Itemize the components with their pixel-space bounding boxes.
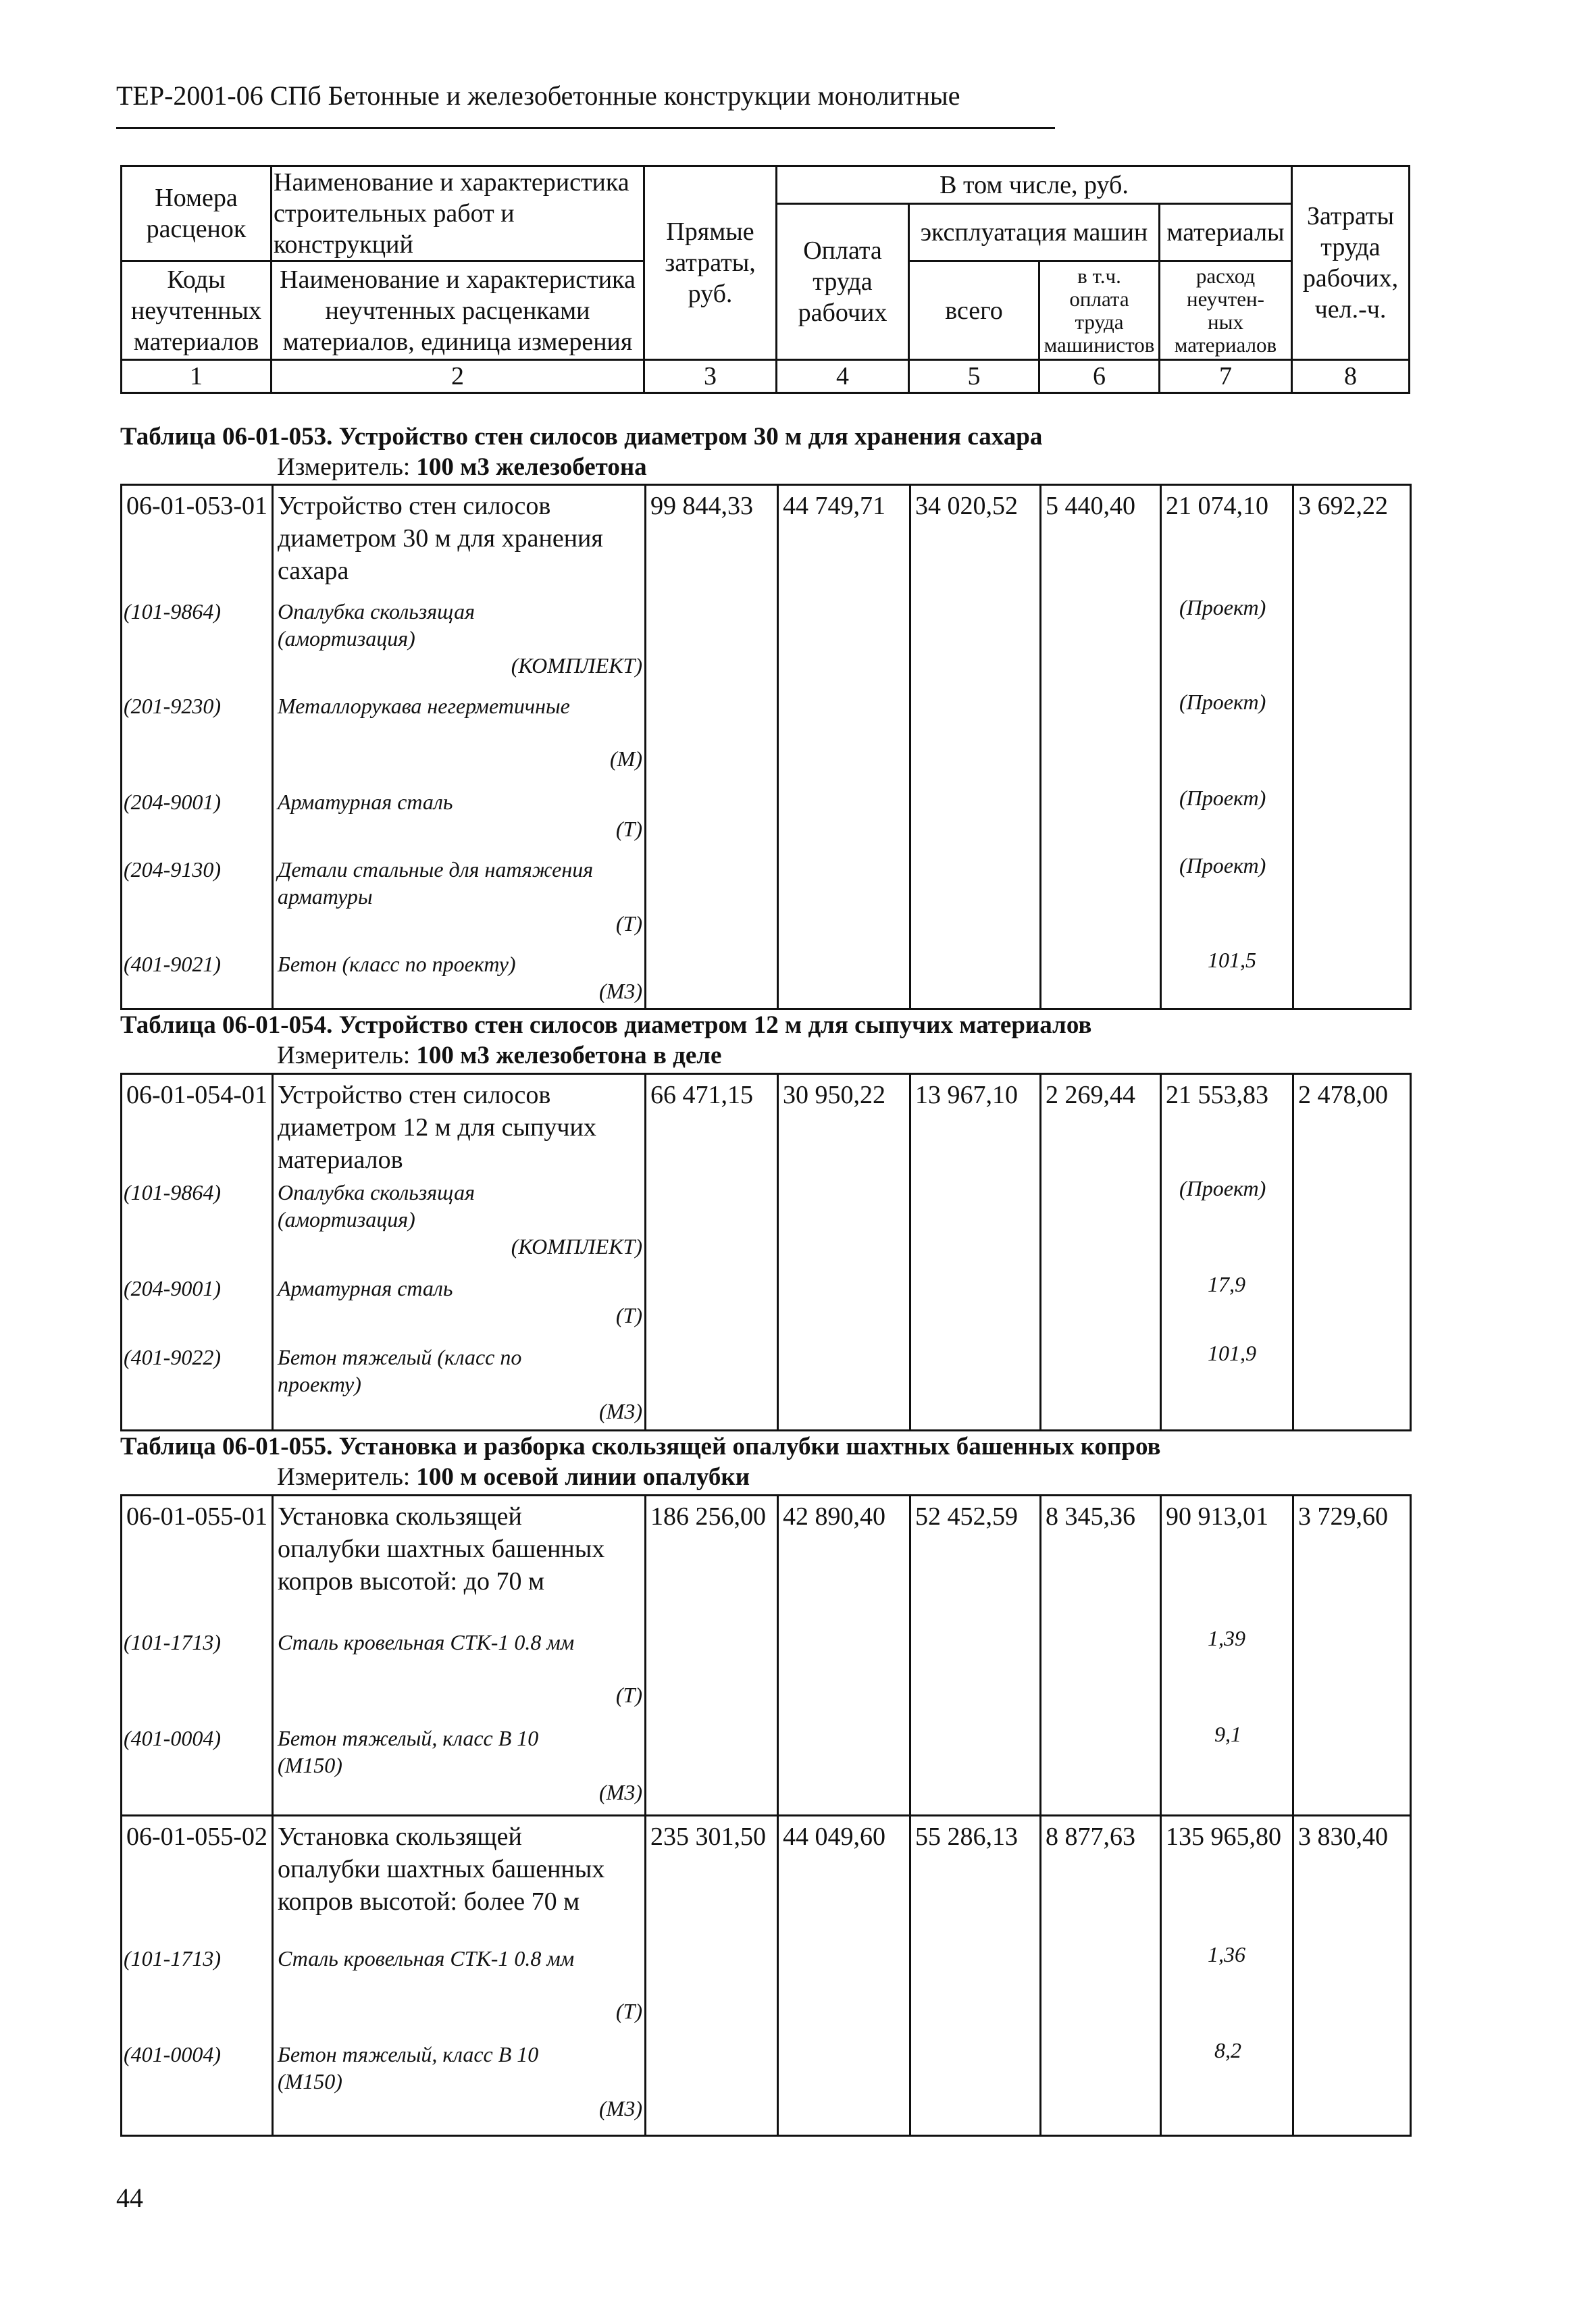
materials-cost: 135 965,80 1,36 8,2: [1160, 1816, 1293, 2136]
rate-name-cell: Устройство стен силосов диаметром 12 м для сыпучих материалов Опалубка скользящая (амортизация) (КОМПЛЕКТ) Арматурная сталь (Т) Бетон тяжелый (класс по проекту) (М3): [272, 1074, 645, 1431]
col5-header: всего: [909, 261, 1039, 360]
col-group-header: В том числе, руб.: [777, 166, 1292, 204]
table-row: [122, 485, 1411, 1009]
machine-pay: 2 269,44: [1040, 1074, 1160, 1431]
labor-pay: 44 049,60: [777, 1816, 910, 2136]
materials-cost: 21 074,10 (Проект) (Проект) (Проект) (Проект) 101,5: [1160, 485, 1293, 1009]
col-number: 4: [777, 360, 909, 393]
column-header-table: [120, 165, 1410, 394]
table-row: [122, 1074, 1411, 1431]
machine-total: 55 286,13: [910, 1816, 1040, 2136]
rate-table-054: [120, 1073, 1412, 1431]
col1-top-header: Номера расценок: [122, 166, 272, 261]
table-caption: Таблица 06-01-054. Устройство стен силосов диаметром 12 м для сыпучих материалов: [120, 1011, 1092, 1039]
table-measure: Измеритель: 100 м3 железобетона: [277, 453, 647, 481]
col4-header: Оплата труда рабочих: [777, 204, 909, 360]
machine-pay: 8 877,63: [1040, 1816, 1160, 2136]
labor-pay: 30 950,22: [777, 1074, 910, 1431]
col-number: 3: [644, 360, 777, 393]
materials-header: материалы: [1160, 204, 1292, 261]
rate-code-cell: 06-01-054-01 (101-9864) (204-9001) (401-9022): [122, 1074, 273, 1431]
col2-bottom-header: Наименование и характеристика неучтенных расценками материалов, единица измерения: [272, 261, 644, 360]
direct-cost: 235 301,50: [645, 1816, 777, 2136]
rate-code-cell: 06-01-055-02 (101-1713) (401-0004): [122, 1816, 273, 2136]
machines-header: эксплуатация машин: [909, 204, 1160, 261]
labor-hours: 3 830,40: [1293, 1816, 1410, 2136]
labor-hours: 3 692,22: [1293, 485, 1410, 1009]
machine-total: 13 967,10: [910, 1074, 1040, 1431]
machine-total: 34 020,52: [910, 485, 1040, 1009]
col2-top-header: Наименование и характеристика строительных работ и конструкций: [272, 166, 644, 261]
rate-table-055: [120, 1494, 1412, 2137]
rate-name-cell: Установка скользящей опалубки шахтных башенных копров высотой: до 70 м Сталь кровельная СТК-1 0.8 мм (Т) Бетон тяжелый, класс В 10 (М150) (М3): [272, 1496, 645, 1816]
col6-header: в т.ч. оплата труда машинистов: [1039, 261, 1160, 360]
col-number: 1: [122, 360, 272, 393]
machine-pay: 8 345,36: [1040, 1496, 1160, 1816]
machine-pay: 5 440,40: [1040, 485, 1160, 1009]
rate-code-cell: 06-01-055-01 (101-1713) (401-0004): [122, 1496, 273, 1816]
labor-pay: 44 749,71: [777, 485, 910, 1009]
header-rule: [116, 127, 1055, 129]
direct-cost: 99 844,33: [645, 485, 777, 1009]
table-caption: Таблица 06-01-053. Устройство стен силосов диаметром 30 м для хранения сахара: [120, 423, 1043, 451]
running-title: ТЕР-2001-06 СПб Бетонные и железобетонные конструкции монолитные: [116, 80, 960, 111]
col-number: 8: [1292, 360, 1410, 393]
col-number: 2: [272, 360, 644, 393]
col8-header: Затраты труда рабочих, чел.-ч.: [1292, 166, 1410, 360]
col3-header: Прямые затраты, руб.: [644, 166, 777, 360]
col-number: 6: [1039, 360, 1160, 393]
labor-pay: 42 890,40: [777, 1496, 910, 1816]
col-number: 5: [909, 360, 1039, 393]
table-row: [122, 1496, 1411, 1816]
machine-total: 52 452,59: [910, 1496, 1040, 1816]
table-row: [122, 1816, 1411, 2136]
rate-name-cell: Устройство стен силосов диаметром 30 м для хранения сахара Опалубка скользящая (амортизация) (КОМПЛЕКТ) Металлорукава негерметичные (М) Арматурная сталь (Т) Детали стальные для натяжения арматуры (Т) Бетон (класс по проекту) (М3): [272, 485, 645, 1009]
rate-name-cell: Установка скользящей опалубки шахтных башенных копров высотой: более 70 м Сталь кровельная СТК-1 0.8 мм (Т) Бетон тяжелый, класс В 10 (М150) (М3): [272, 1816, 645, 2136]
table-caption: Таблица 06-01-055. Установка и разборка скользящей опалубки шахтных башенных копров: [120, 1433, 1161, 1460]
table-measure: Измеритель: 100 м осевой линии опалубки: [277, 1463, 750, 1491]
col-number: 7: [1160, 360, 1292, 393]
materials-cost: 90 913,01 1,39 9,1: [1160, 1496, 1293, 1816]
materials-cost: 21 553,83 (Проект) 17,9 101,9: [1160, 1074, 1293, 1431]
direct-cost: 66 471,15: [645, 1074, 777, 1431]
col7-header: расход неучтен- ных материалов: [1160, 261, 1292, 360]
col1-bottom-header: Коды неучтенных материалов: [122, 261, 272, 360]
page-number: 44: [116, 2183, 143, 2213]
labor-hours: 2 478,00: [1293, 1074, 1410, 1431]
rate-table-053: [120, 484, 1412, 1010]
direct-cost: 186 256,00: [645, 1496, 777, 1816]
rate-code-cell: 06-01-053-01 (101-9864) (201-9230) (204-9001) (204-9130) (401-9021): [122, 485, 273, 1009]
table-measure: Измеритель: 100 м3 железобетона в деле: [277, 1042, 722, 1069]
labor-hours: 3 729,60: [1293, 1496, 1410, 1816]
